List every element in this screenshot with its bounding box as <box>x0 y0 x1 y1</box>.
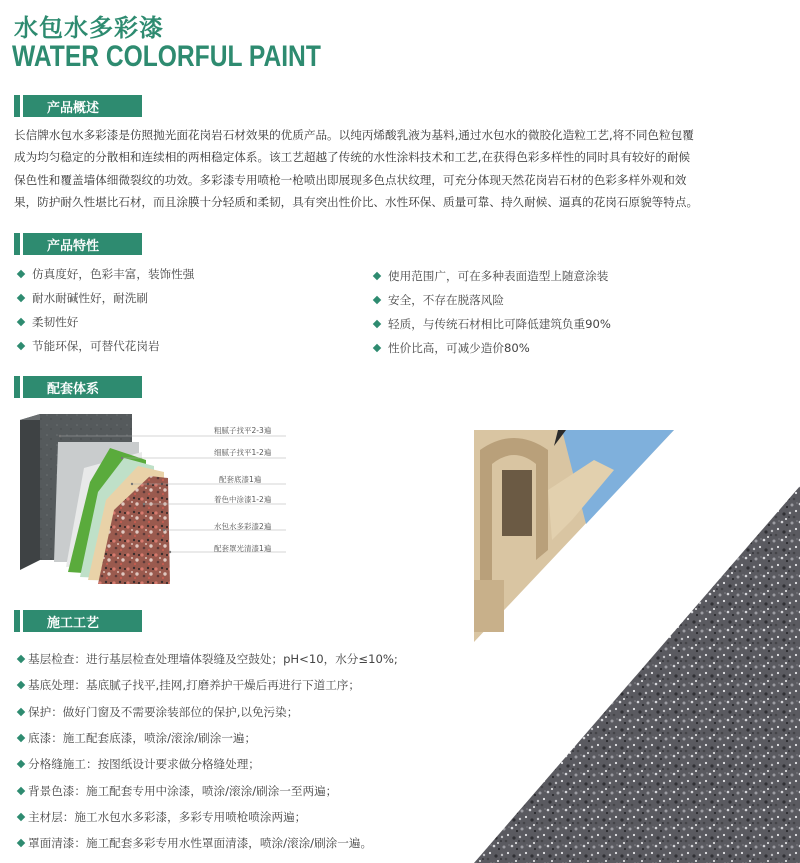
overview-line: 果，防护耐久性堪比石材，而且涂膜十分轻质和柔韧，具有突出性价比、水性环保、质量可靠、持久耐候、逼真的花岗石原貌等特点。 <box>14 194 699 209</box>
overview-paragraph <box>14 124 714 213</box>
step-text: 基底处理：基底腻子找平,挂网,打磨养护干燥后再进行下道工序； <box>28 678 360 693</box>
construction-steps-list <box>16 646 398 856</box>
step-item <box>16 751 398 777</box>
step-item <box>16 830 398 856</box>
section-title-overview: 产品概述 <box>23 95 142 117</box>
feature-text: 性价比高，可减少造价80% <box>388 341 530 355</box>
overview-line: 长信牌水包水多彩漆是仿照抛光面花岗岩石材效果的优质产品。以纯丙烯酸乳液为基料,通过水包水的微胶化造粒工艺,将不同色粒包覆 <box>14 128 694 142</box>
step-item <box>16 777 398 803</box>
diamond-bullet-icon <box>17 786 25 794</box>
feature-text: 柔韧性好 <box>32 315 79 329</box>
step-text: 分格缝施工：按图纸设计要求做分格缝处理； <box>28 757 260 772</box>
feature-item <box>14 286 194 310</box>
diamond-bullet-icon <box>17 760 25 768</box>
layer-label: 水包水多彩漆2遍 <box>214 522 272 531</box>
step-text: 罩面清漆：施工配套多彩专用水性罩面清漆，喷涂/滚涂/刷涂一遍。 <box>28 836 373 851</box>
diamond-bullet-icon <box>17 655 25 663</box>
feature-text: 仿真度好，色彩丰富，装饰性强 <box>32 267 195 281</box>
diamond-bullet-icon <box>17 294 25 302</box>
column <box>474 580 504 632</box>
feature-text: 耐水耐碱性好，耐洗刷 <box>32 291 148 305</box>
section-bar <box>14 233 20 255</box>
step-item <box>16 804 398 830</box>
section-bar <box>14 376 20 398</box>
product-photo <box>474 430 800 863</box>
diamond-bullet-icon <box>17 839 25 847</box>
feature-item <box>370 264 611 288</box>
layer-label: 配套罩光清漆1遍 <box>214 544 272 553</box>
section-title-features: 产品特性 <box>23 233 142 255</box>
feature-text: 使用范围广，可在多种表面造型上随意涂装 <box>388 269 609 283</box>
feature-text: 节能环保，可替代花岗岩 <box>32 339 160 353</box>
diamond-bullet-icon <box>17 342 25 350</box>
feature-text: 安全，不存在脱落风险 <box>388 293 504 307</box>
feature-item <box>370 288 611 312</box>
features-right-list <box>370 264 611 360</box>
step-text: 背景色漆：施工配套专用中涂漆，喷涂/滚涂/刷涂一至两遍； <box>28 783 338 798</box>
step-item <box>16 672 398 698</box>
step-item <box>16 725 398 751</box>
feature-item <box>370 336 611 360</box>
step-text: 主材层：施工水包水多彩漆，多彩专用喷枪喷涂两遍； <box>28 809 307 824</box>
wall-side <box>20 414 40 570</box>
diamond-bullet-icon <box>17 270 25 278</box>
layer-label: 细腻子找平1-2遍 <box>214 448 272 457</box>
page-title-en: WATER COLORFUL PAINT <box>12 40 321 73</box>
step-item <box>16 646 398 672</box>
section-header-construction <box>14 610 142 632</box>
layer-label: 着色中涂漆1-2遍 <box>214 495 272 504</box>
diamond-bullet-icon <box>373 320 381 328</box>
section-title-system: 配套体系 <box>23 376 142 398</box>
feature-item <box>14 262 194 286</box>
section-title-construction: 施工工艺 <box>23 610 142 632</box>
step-text: 保护：做好门窗及不需要涂装部位的保护,以免污染； <box>28 704 299 719</box>
page-title-cn: 水包水多彩漆 <box>14 14 164 42</box>
features-left-list <box>14 262 194 358</box>
feature-item <box>14 334 194 358</box>
overview-line: 保色性和覆盖墙体细微裂纹的功效。多彩漆专用喷枪一枪喷出即展现多色点状纹理，可充分体现天然花岗岩石材的色彩多样外观和效 <box>14 172 687 187</box>
diamond-bullet-icon <box>17 734 25 742</box>
step-text: 底漆：施工配套底漆，喷涂/滚涂/刷涂一遍； <box>28 731 257 746</box>
overview-line: 成为均匀稳定的分散相和连续相的两相稳定体系。该工艺超越了传统的水性涂料技术和工艺,在获得色彩多样性的同时具有较好的耐候 <box>14 150 691 165</box>
diamond-bullet-icon <box>373 344 381 352</box>
diamond-bullet-icon <box>17 813 25 821</box>
section-header-features <box>14 233 142 255</box>
diamond-bullet-icon <box>373 296 381 304</box>
feature-text: 轻质，与传统石材相比可降低建筑负重90% <box>388 317 611 331</box>
feature-item <box>370 312 611 336</box>
layer-label: 配套底漆1遍 <box>219 475 262 484</box>
diamond-bullet-icon <box>373 272 381 280</box>
feature-item <box>14 310 194 334</box>
section-bar <box>14 95 20 117</box>
diamond-bullet-icon <box>17 707 25 715</box>
step-item <box>16 699 398 725</box>
layer-label: 粗腻子找平2-3遍 <box>214 426 272 435</box>
section-header-system <box>14 376 142 398</box>
diamond-bullet-icon <box>17 318 25 326</box>
diamond-bullet-icon <box>17 681 25 689</box>
window <box>502 470 532 536</box>
section-bar <box>14 610 20 632</box>
section-header-overview <box>14 95 142 117</box>
step-text: 基层检查：进行基层检查处理墙体裂缝及空鼓处；pH<10，水分≤10%; <box>28 652 398 667</box>
